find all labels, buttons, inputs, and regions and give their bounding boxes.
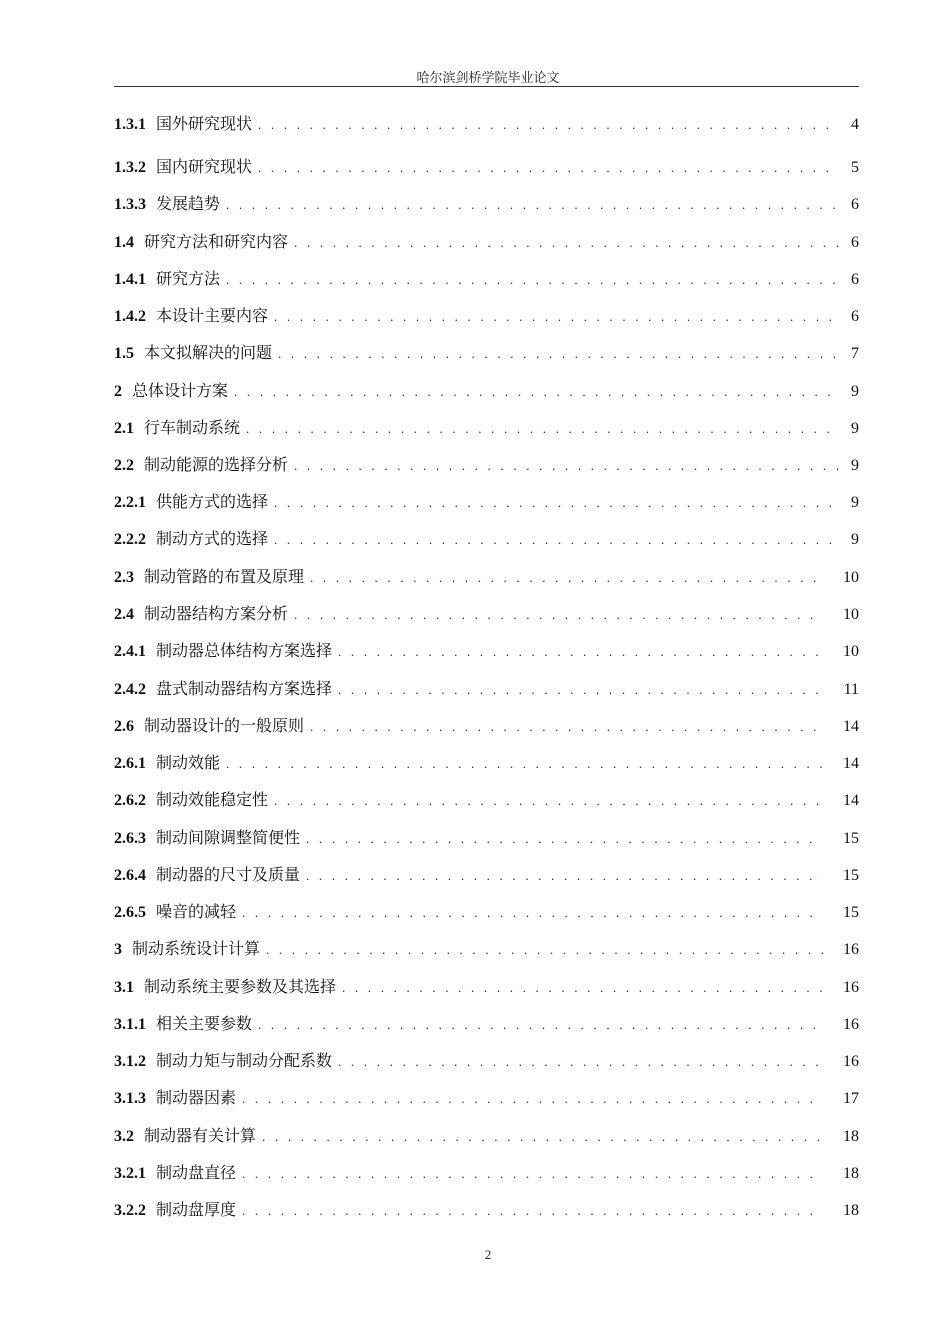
toc-section-title: 本文拟解决的问题 [144,343,273,362]
toc-page-number: 16 [843,979,859,996]
toc-dot-leader [310,715,823,738]
toc-dot-leader [338,1050,823,1073]
toc-section-title: 国外研究现状 [156,114,253,133]
toc-section-title: 制动系统设计计算 [132,939,261,958]
toc-section-title: 制动效能 [156,753,221,772]
page-footer-number: 2 [484,1247,492,1262]
toc-dot-leader [262,1125,823,1148]
toc-dot-leader [342,976,823,999]
toc-section-number: 3.1.2 [114,1053,146,1070]
toc-dot-leader [258,156,839,179]
toc-entry[interactable] [114,1124,859,1148]
toc-page-number: 18 [843,1128,859,1145]
toc-page-number: 16 [843,1053,859,1070]
toc-section-title: 噪音的减轻 [156,902,237,921]
toc-dot-leader [274,305,839,328]
toc-dot-leader [226,752,823,775]
toc-page-number: 6 [851,196,859,213]
toc-section-number: 2.4.1 [114,643,146,660]
toc-dot-leader [306,864,823,887]
toc-page-number: 15 [843,904,859,921]
toc-entry[interactable] [114,1198,859,1222]
toc-entry[interactable] [114,112,859,136]
toc-dot-leader [274,491,839,514]
toc-section-title: 制动器设计的一般原则 [144,716,305,735]
toc-entry[interactable] [114,490,859,514]
toc-page-number: 10 [843,569,859,586]
toc-section-title: 制动系统主要参数及其选择 [144,977,337,996]
toc-page-number: 18 [843,1165,859,1182]
toc-page-number: 9 [851,420,859,437]
toc-section-title: 制动能源的选择分析 [144,455,289,474]
toc-entry[interactable] [114,1012,859,1036]
toc-section-title: 制动器有关计算 [144,1126,257,1145]
toc-section-title: 制动间隙调整简便性 [156,828,301,847]
toc-entry[interactable] [114,639,859,663]
toc-page-number: 16 [843,1016,859,1033]
toc-section-number: 2.6.4 [114,867,146,884]
toc-page-number: 14 [843,755,859,772]
toc-entry[interactable] [114,267,859,291]
toc-section-number: 1.3.1 [114,116,146,133]
toc-entry[interactable] [114,1049,859,1073]
toc-page-number: 10 [843,606,859,623]
toc-entry[interactable] [114,1161,859,1185]
toc-section-title: 国内研究现状 [156,157,253,176]
toc-section-title: 制动力矩与制动分配系数 [156,1051,333,1070]
toc-page-number: 6 [851,308,859,325]
toc-entry[interactable] [114,155,859,179]
toc-dot-leader [338,678,823,701]
toc-section-title: 行车制动系统 [144,418,241,437]
toc-entry[interactable] [114,527,859,551]
toc-entry[interactable] [114,1086,859,1110]
toc-section-number: 1.4 [114,234,134,251]
toc-page-number: 9 [851,494,859,511]
toc-section-number: 2.6 [114,718,134,735]
toc-entry[interactable] [114,751,859,775]
toc-section-title: 制动器因素 [156,1088,237,1107]
toc-section-title: 制动方式的选择 [156,529,269,548]
toc-entry[interactable] [114,975,859,999]
toc-section-title: 发展趋势 [156,194,221,213]
toc-section-number: 2.6.2 [114,792,146,809]
toc-entry[interactable] [114,453,859,477]
toc-section-number: 2.4.2 [114,681,146,698]
toc-page-number: 7 [851,345,859,362]
toc-entry[interactable] [114,304,859,328]
toc-page-number: 15 [843,830,859,847]
toc-entry[interactable] [114,379,859,403]
toc-section-number: 2.2.2 [114,531,146,548]
toc-entry[interactable] [114,826,859,850]
toc-section-number: 2.4 [114,606,134,623]
toc-page-number: 9 [851,531,859,548]
toc-dot-leader [278,342,839,365]
toc-dot-leader [294,231,839,254]
page-header-title: 哈尔滨剑桥学院毕业论文 [416,71,560,86]
toc-section-title: 相关主要参数 [156,1014,253,1033]
toc-section-title: 制动器结构方案分析 [144,604,289,623]
toc-page-number: 6 [851,234,859,251]
toc-section-number: 2.2.1 [114,494,146,511]
toc-section-number: 2.1 [114,420,134,437]
toc-dot-leader [226,193,839,216]
toc-page-number: 9 [851,457,859,474]
toc-entry[interactable] [114,788,859,812]
toc-dot-leader [274,528,839,551]
toc-page-number: 5 [851,159,859,176]
toc-section-number: 1.4.1 [114,271,146,288]
toc-section-number: 3.1 [114,979,134,996]
toc-entry[interactable] [114,900,859,924]
toc-section-title: 盘式制动器结构方案选择 [156,679,333,698]
toc-dot-leader [226,268,839,291]
toc-section-number: 3.1.1 [114,1016,146,1033]
toc-section-title: 制动器总体结构方案选择 [156,641,333,660]
toc-section-number: 2.3 [114,569,134,586]
toc-section-number: 2.2 [114,457,134,474]
toc-section-title: 制动盘厚度 [156,1200,237,1219]
toc-section-number: 3.2.2 [114,1202,146,1219]
toc-section-title: 制动管路的布置及原理 [144,567,305,586]
toc-section-number: 3 [114,941,122,958]
toc-section-number: 1.3.3 [114,196,146,213]
toc-section-number: 2.6.1 [114,755,146,772]
toc-page-number: 14 [843,792,859,809]
toc-section-title: 制动器的尺寸及质量 [156,865,301,884]
toc-section-number: 1.5 [114,345,134,362]
toc-section-title: 制动效能稳定性 [156,790,269,809]
toc-entry[interactable] [114,714,859,738]
toc-page-number: 14 [843,718,859,735]
toc-dot-leader [294,454,839,477]
toc-dot-leader [242,1162,823,1185]
toc-dot-leader [246,417,839,440]
toc-dot-leader [306,827,823,850]
toc-section-number: 3.2.1 [114,1165,146,1182]
toc-section-number: 3.2 [114,1128,134,1145]
toc-entry[interactable] [114,937,859,961]
toc-entry[interactable] [114,602,859,626]
toc-section-title: 供能方式的选择 [156,492,269,511]
toc-dot-leader [242,1199,823,1222]
toc-dot-leader [258,1013,823,1036]
toc-entry[interactable] [114,565,859,589]
toc-dot-leader [338,640,823,663]
toc-page-number: 16 [843,941,859,958]
toc-section-title: 总体设计方案 [132,381,229,400]
toc-dot-leader [274,789,823,812]
toc-section-number: 2.6.5 [114,904,146,921]
toc-entry[interactable] [114,416,859,440]
toc-dot-leader [242,901,823,924]
toc-page-number: 15 [843,867,859,884]
toc-section-title: 本设计主要内容 [156,306,269,325]
toc-section-title: 制动盘直径 [156,1163,237,1182]
toc-entry[interactable] [114,341,859,365]
toc-page-number: 9 [851,383,859,400]
toc-dot-leader [242,1087,823,1110]
toc-entry[interactable] [114,230,859,254]
toc-dot-leader [258,113,839,136]
toc-dot-leader [294,603,823,626]
toc-page-number: 10 [843,643,859,660]
toc-section-number: 1.3.2 [114,159,146,176]
toc-section-number: 2.6.3 [114,830,146,847]
toc-dot-leader [310,566,823,589]
toc-section-title: 研究方法 [156,269,221,288]
toc-section-title: 研究方法和研究内容 [144,232,289,251]
toc-page-number: 4 [851,116,859,133]
toc-entry[interactable] [114,192,859,216]
toc-dot-leader [234,380,839,403]
toc-page-number: 6 [851,271,859,288]
toc-page-number: 11 [843,681,859,698]
toc-entry[interactable] [114,677,859,701]
toc-section-number: 1.4.2 [114,308,146,325]
toc-section-number: 3.1.3 [114,1090,146,1107]
toc-page-number: 18 [843,1202,859,1219]
toc-entry[interactable] [114,863,859,887]
toc-dot-leader [266,938,823,961]
toc-section-number: 2 [114,383,122,400]
toc-page-number: 17 [843,1090,859,1107]
